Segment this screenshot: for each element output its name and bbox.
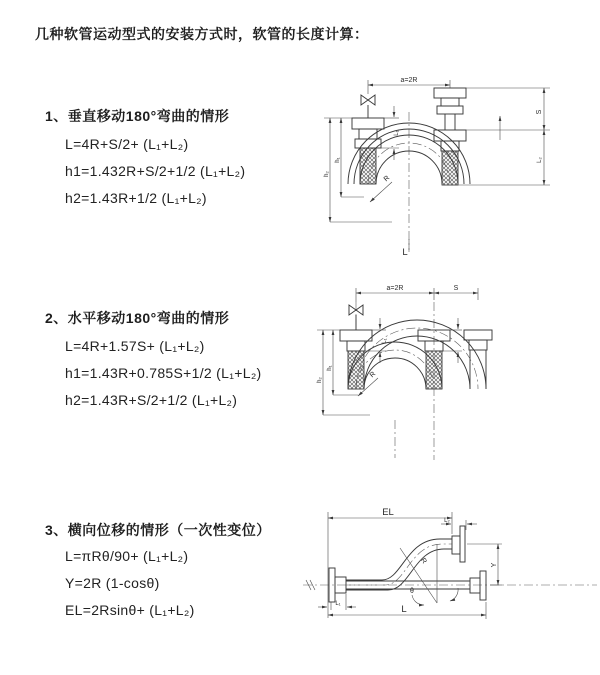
dim-label-l1: L₁ xyxy=(335,601,341,607)
left-fitting xyxy=(340,330,372,389)
right-flange-displaced xyxy=(452,526,465,562)
dim-label-theta: θ xyxy=(410,588,414,595)
dimension-a2r xyxy=(356,285,478,302)
section-1-formula-l: L=4R+S/2+ (L₁+L₂) xyxy=(65,136,189,152)
dim-label-l: L xyxy=(402,247,408,258)
dimension-l2 xyxy=(458,130,550,185)
dimension-l1 xyxy=(318,594,356,610)
dim-label-l2: L₂ xyxy=(537,157,543,163)
length-label xyxy=(402,239,409,258)
dimension-y xyxy=(467,544,502,585)
dimension-h2 xyxy=(324,118,392,222)
diagram-lateral-displacement xyxy=(300,498,600,663)
dim-label-s: S xyxy=(453,285,459,292)
dim-label-l: L xyxy=(401,604,407,615)
valve-icon xyxy=(361,95,375,118)
dim-label-l2: L₂ xyxy=(444,518,450,524)
dim-label-h2: h₂ xyxy=(317,377,323,383)
dimension-s xyxy=(434,285,478,293)
dim-label-h1: h₁ xyxy=(335,157,341,163)
dimension-s xyxy=(466,88,550,130)
section-2-formula-l: L=4R+1.57S+ (L₁+L₂) xyxy=(65,338,205,354)
section-3-formula-el: EL=2Rsinθ+ (L₁+L₂) xyxy=(65,602,195,618)
right-fitting-upper xyxy=(434,88,466,130)
section-3-formula-y: Y=2R (1-cosθ) xyxy=(65,575,160,591)
dim-label-r: R xyxy=(382,174,392,184)
diagram-vertical-180-bend xyxy=(300,72,580,264)
section-1-formula-h1: h1=1.432R+S/2+1/2 (L₁+L₂) xyxy=(65,163,246,179)
dimension-el xyxy=(328,507,452,618)
dimension-a2r xyxy=(368,77,450,94)
dim-label-y: Y xyxy=(491,562,498,568)
dim-label-a2r: a=2R xyxy=(400,77,418,84)
section-3-formula-l: L=πRθ/90+ (L₁+L₂) xyxy=(65,548,189,564)
right-flange-original xyxy=(470,571,486,600)
section-1-formula-h2: h2=1.43R+1/2 (L₁+L₂) xyxy=(65,190,207,206)
section-2-heading: 2、水平移动180°弯曲的情形 xyxy=(45,310,230,326)
section-2-formula-h1: h1=1.43R+0.785S+1/2 (L₁+L₂) xyxy=(65,365,262,381)
dim-label-h2: h₂ xyxy=(324,171,330,177)
dim-label-a2r: a=2R xyxy=(386,285,404,292)
dim-label-l1: L₁ xyxy=(394,130,400,136)
dim-label-h1: h₁ xyxy=(327,365,333,371)
section-3-heading: 3、横向位移的情形（一次性变位） xyxy=(45,522,271,538)
dim-label-el: EL xyxy=(382,507,394,518)
dim-label-r: R xyxy=(418,557,428,566)
section-1-heading: 1、垂直移动180°弯曲的情形 xyxy=(45,108,230,124)
hose-displaced-position xyxy=(346,539,452,590)
dim-label-r: R xyxy=(368,370,378,380)
right-fitting-moved xyxy=(464,330,492,389)
dimension-l2 xyxy=(441,518,477,530)
dim-label-s: S xyxy=(536,109,543,115)
section-2-formula-h2: h2=1.43R+S/2+1/2 (L₁+L₂) xyxy=(65,392,238,408)
page-title: 几种软管运动型式的安装方式时，软管的长度计算： xyxy=(35,26,369,42)
diagram-horizontal-180-bend xyxy=(300,280,590,475)
left-fitting xyxy=(352,118,384,184)
dimension-l xyxy=(328,602,486,619)
dim-label-l1: L₁ xyxy=(382,338,388,344)
